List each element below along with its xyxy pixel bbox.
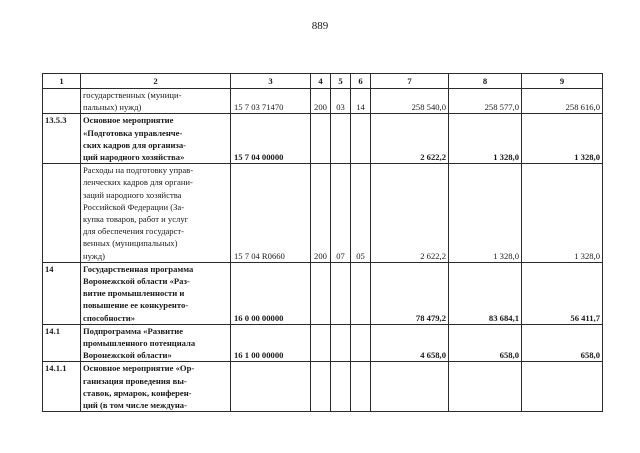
row-section xyxy=(331,262,351,324)
row-amount-year-1: 258 540,0 xyxy=(371,89,449,114)
row-name: Государственная программа Воронежской области «Раз- витие промышленности и повышение ее конкуренто- способности» xyxy=(81,262,231,324)
row-amount-year-1: 2 622,2 xyxy=(371,114,449,164)
row-section: 07 xyxy=(331,164,351,263)
row-name: Основное мероприятие «Ор- ганизация проведения вы- ставок, ярмарок, конферен- ций (в том числе междуна- xyxy=(81,362,231,412)
row-name: Подпрограмма «Развитие промышленного потенциала Воронежской области» xyxy=(81,324,231,362)
header-col-9: 9 xyxy=(522,74,603,89)
row-subsection xyxy=(351,324,371,362)
row-name: Расходы на подготовку управ- ленческих кадров для органи- заций народного хозяйства Российской Федерации (За- купка товаров, работ и услуг для обеспечения государст- венных (муниципальных) нужд) xyxy=(81,164,231,263)
row-target-article: 16 0 00 00000 xyxy=(231,262,311,324)
row-amount-year-2: 258 577,0 xyxy=(449,89,522,114)
row-amount-year-2 xyxy=(449,362,522,412)
header-col-1: 1 xyxy=(43,74,81,89)
row-target-article: 15 7 04 00000 xyxy=(231,114,311,164)
row-amount-year-2: 83 684,1 xyxy=(449,262,522,324)
row-amount-year-3: 56 411,7 xyxy=(522,262,603,324)
row-amount-year-2: 1 328,0 xyxy=(449,164,522,263)
row-amount-year-1: 4 658,0 xyxy=(371,324,449,362)
row-expense-type xyxy=(311,324,331,362)
row-expense-type: 200 xyxy=(311,164,331,263)
row-code: 14 xyxy=(43,262,81,324)
row-section xyxy=(331,362,351,412)
row-subsection xyxy=(351,114,371,164)
table-row xyxy=(43,324,603,362)
row-code: 14.1.1 xyxy=(43,362,81,412)
row-subsection xyxy=(351,362,371,412)
row-amount-year-2: 658,0 xyxy=(449,324,522,362)
row-amount-year-1: 78 479,2 xyxy=(371,262,449,324)
row-subsection: 05 xyxy=(351,164,371,263)
row-amount-year-3: 258 616,0 xyxy=(522,89,603,114)
row-subsection xyxy=(351,262,371,324)
row-code: 13.5.3 xyxy=(43,114,81,164)
table-row xyxy=(43,114,603,164)
row-amount-year-3: 1 328,0 xyxy=(522,114,603,164)
table-row xyxy=(43,362,603,412)
row-expense-type: 200 xyxy=(311,89,331,114)
row-amount-year-3: 1 328,0 xyxy=(522,164,603,263)
header-col-7: 7 xyxy=(371,74,449,89)
header-col-8: 8 xyxy=(449,74,522,89)
header-col-2: 2 xyxy=(81,74,231,89)
table-header xyxy=(43,74,603,89)
row-target-article: 15 7 03 71470 xyxy=(231,89,311,114)
row-amount-year-2: 1 328,0 xyxy=(449,114,522,164)
header-col-3: 3 xyxy=(231,74,311,89)
row-name: Основное мероприятие «Подготовка управленче- ских кадров для организа- ций народного хозяйства» xyxy=(81,114,231,164)
row-expense-type xyxy=(311,114,331,164)
header-col-5: 5 xyxy=(331,74,351,89)
header-col-6: 6 xyxy=(351,74,371,89)
budget-table xyxy=(42,73,603,412)
row-name: государственных (муници- пальных) нужд) xyxy=(81,89,231,114)
row-target-article xyxy=(231,362,311,412)
row-amount-year-3: 658,0 xyxy=(522,324,603,362)
row-section xyxy=(331,114,351,164)
row-subsection: 14 xyxy=(351,89,371,114)
table-row xyxy=(43,262,603,324)
row-amount-year-3 xyxy=(522,362,603,412)
table-body xyxy=(43,89,603,412)
row-target-article: 16 1 00 00000 xyxy=(231,324,311,362)
row-target-article: 15 7 04 R0660 xyxy=(231,164,311,263)
table-row xyxy=(43,164,603,263)
row-section xyxy=(331,324,351,362)
row-section: 03 xyxy=(331,89,351,114)
row-code xyxy=(43,164,81,263)
header-col-4: 4 xyxy=(311,74,331,89)
row-amount-year-1 xyxy=(371,362,449,412)
table-row xyxy=(43,89,603,114)
row-code xyxy=(43,89,81,114)
row-expense-type xyxy=(311,362,331,412)
row-code: 14.1 xyxy=(43,324,81,362)
row-amount-year-1: 2 622,2 xyxy=(371,164,449,263)
page-number: 889 xyxy=(311,20,329,32)
header-row xyxy=(43,74,603,89)
row-expense-type xyxy=(311,262,331,324)
